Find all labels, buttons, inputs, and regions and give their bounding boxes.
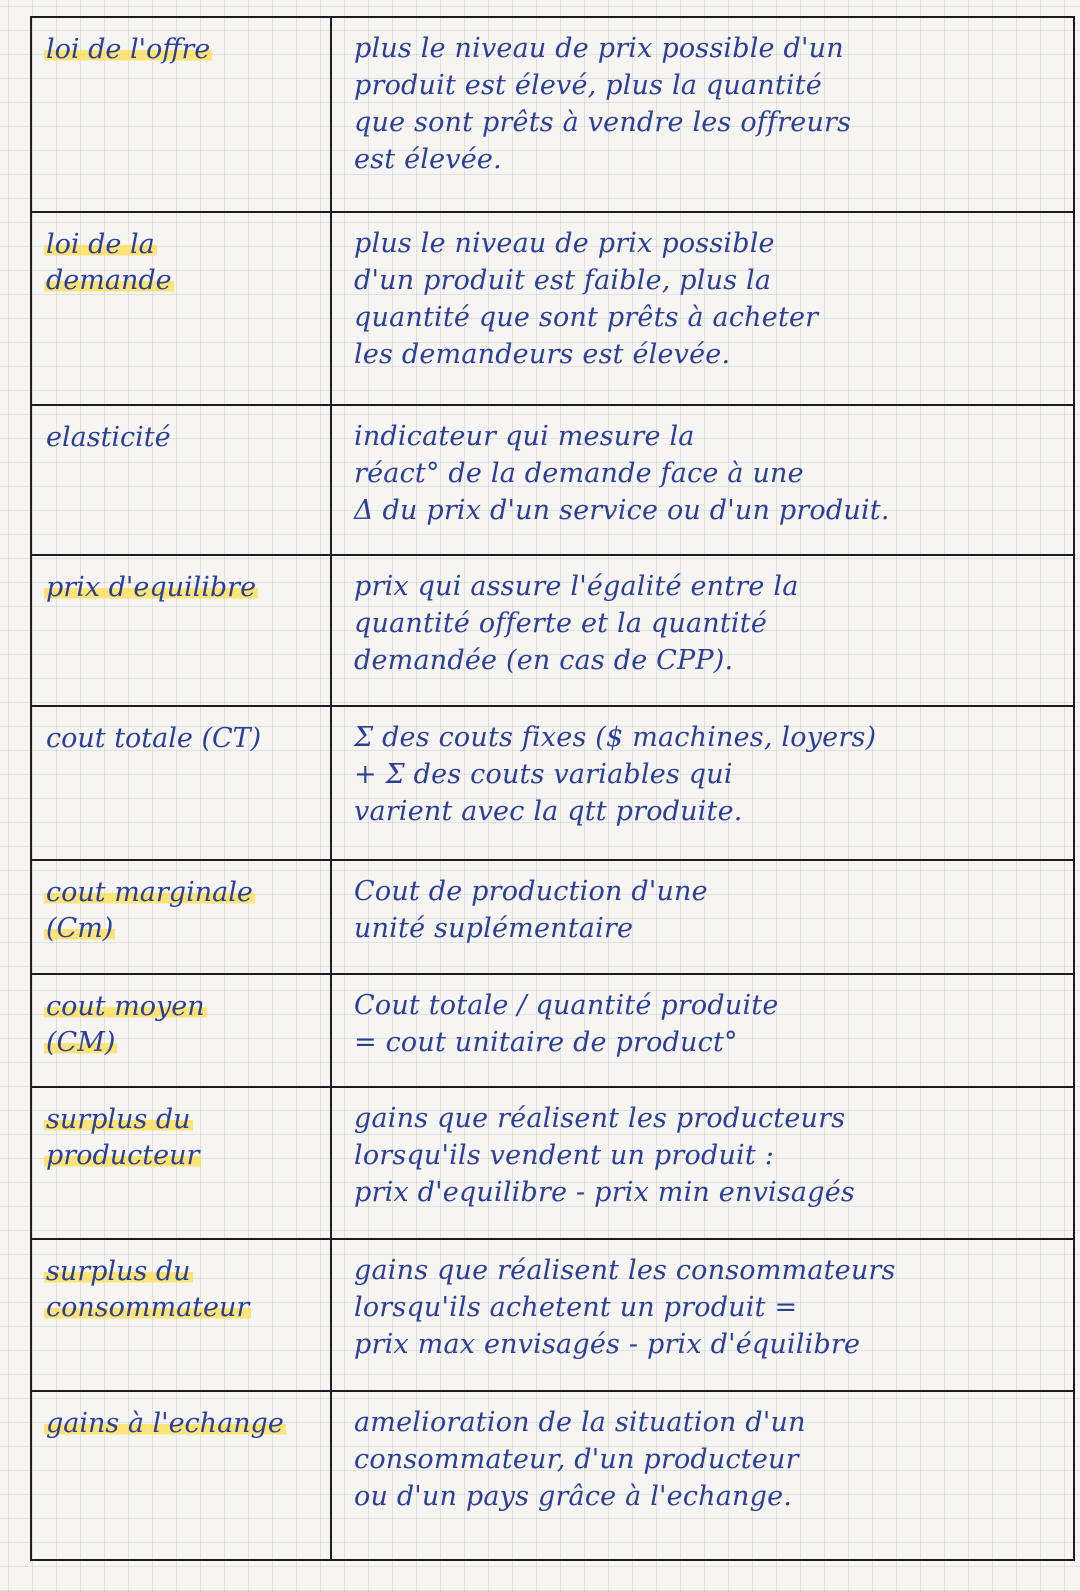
term-label: loi de l'offre	[46, 34, 211, 65]
row-gains-echange	[32, 1392, 1073, 1559]
definition-text: gains que réalisent les consommateurs lorsqu'ils achetent un produit = prix max envisagés - prix d'équilibre	[354, 1255, 896, 1360]
definition-cell	[332, 556, 1073, 705]
row-loi-demande	[32, 213, 1073, 406]
term-cell	[32, 975, 332, 1086]
definition-text: gains que réalisent les producteurs lorsqu'ils vendent un produit : prix d'equilibre - prix min envisagés	[354, 1103, 855, 1208]
term-label: cout moyen (CM)	[46, 991, 205, 1058]
row-cout-marginale	[32, 861, 1073, 975]
definition-text: Cout totale / quantité produite = cout unitaire de product°	[354, 990, 779, 1058]
definition-text: prix qui assure l'égalité entre la quantité offerte et la quantité demandée (en cas de CPP).	[354, 571, 799, 676]
definition-cell	[332, 18, 1073, 211]
term-label: surplus du consommateur	[46, 1256, 250, 1323]
term-cell	[32, 861, 332, 973]
row-cout-moyen	[32, 975, 1073, 1088]
term-label: prix d'equilibre	[46, 572, 257, 603]
term-cell	[32, 1240, 332, 1390]
term-cell	[32, 213, 332, 404]
term-label: surplus du producteur	[46, 1104, 200, 1171]
definition-text: plus le niveau de prix possible d'un produit est élevé, plus la quantité que sont prêts à vendre les offreurs est élevée.	[354, 33, 852, 175]
definition-text: Σ des couts fixes ($ machines, loyers) + Σ des couts variables qui varient avec la qtt produite.	[354, 722, 877, 827]
glossary-table	[30, 16, 1075, 1561]
term-cell	[32, 1392, 332, 1559]
definition-cell	[332, 406, 1073, 554]
term-label: cout marginale (Cm)	[46, 877, 253, 944]
row-surplus-producteur	[32, 1088, 1073, 1240]
row-loi-offre	[32, 18, 1073, 213]
term-cell	[32, 707, 332, 859]
row-elasticite	[32, 406, 1073, 556]
term-label: gains à l'echange	[46, 1408, 284, 1439]
definition-cell	[332, 975, 1073, 1086]
definition-cell	[332, 861, 1073, 973]
definition-cell	[332, 213, 1073, 404]
term-cell	[32, 556, 332, 705]
definition-cell	[332, 1088, 1073, 1238]
term-cell	[32, 18, 332, 211]
definition-cell	[332, 707, 1073, 859]
definition-text: Cout de production d'une unité suplémentaire	[354, 876, 708, 944]
term-label: loi de la demande	[46, 229, 172, 296]
definition-text: indicateur qui mesure la réact° de la demande face à une Δ du prix d'un service ou d'un produit.	[354, 421, 890, 526]
definition-text: amelioration de la situation d'un consommateur, d'un producteur ou d'un pays grâce à l'echange.	[354, 1407, 806, 1512]
row-surplus-consommateur	[32, 1240, 1073, 1392]
term-label: elasticité	[46, 422, 171, 453]
term-label: cout totale (CT)	[46, 723, 262, 754]
definition-cell	[332, 1392, 1073, 1559]
term-cell	[32, 406, 332, 554]
row-cout-totale	[32, 707, 1073, 861]
row-prix-equilibre	[32, 556, 1073, 707]
term-cell	[32, 1088, 332, 1238]
definition-text: plus le niveau de prix possible d'un produit est faible, plus la quantité que sont prêts à acheter les demandeurs est élevée.	[354, 228, 819, 370]
definition-cell	[332, 1240, 1073, 1390]
